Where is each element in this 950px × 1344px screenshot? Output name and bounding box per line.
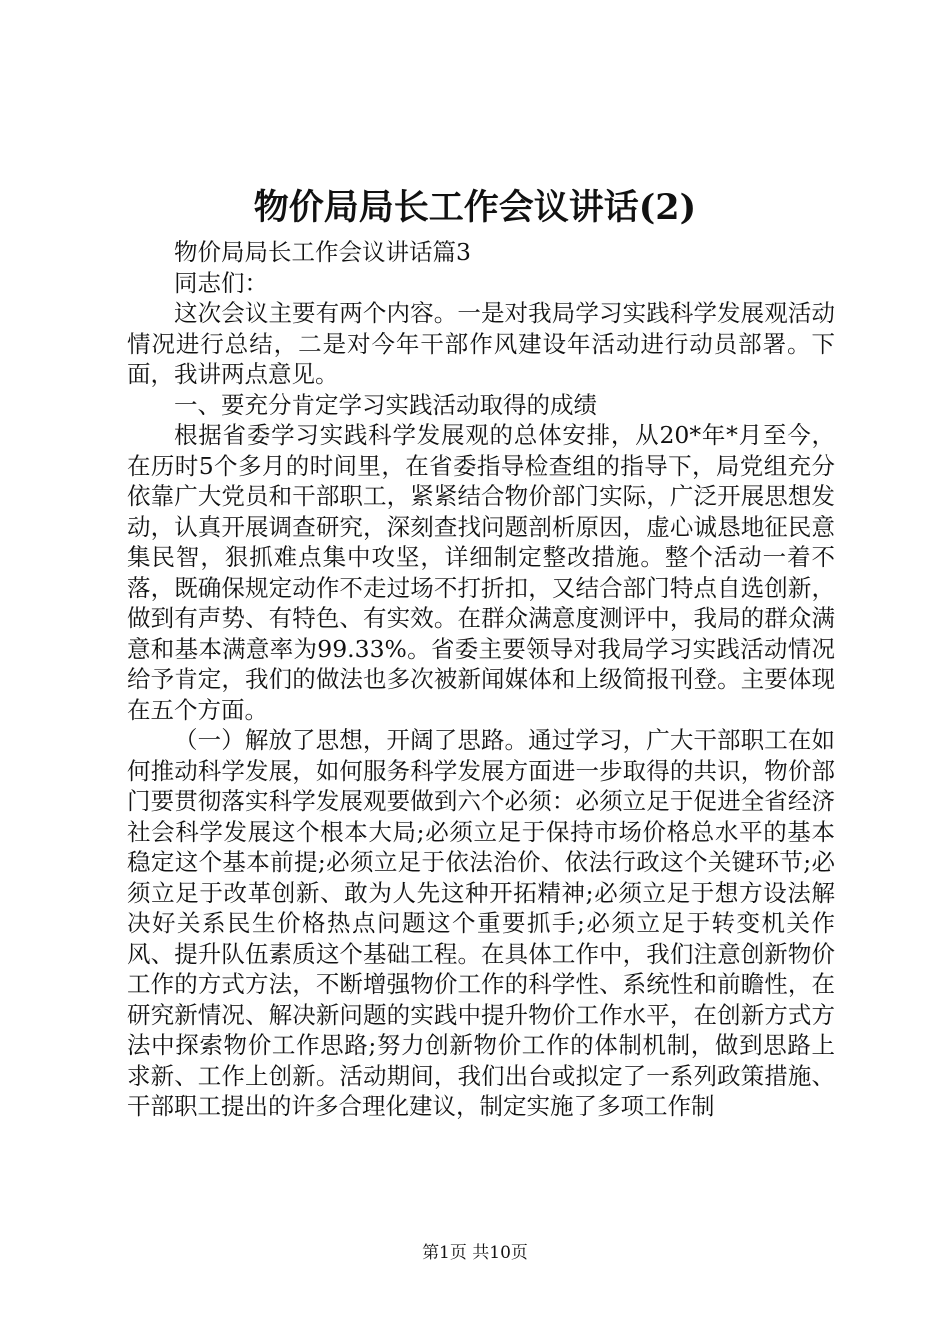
section-heading: 一、要充分肯定学习实践活动取得的成绩: [174, 390, 597, 419]
body-paragraph: 根据省委学习实践科学发展观的总体安排，从20*年*月至今，在历时5个多月的时间里，在省委指导检查组的指导下，局党组充分依靠广大党员和干部职工，紧紧结合物价部门实际，广泛开展思想发动，认真开展调查研究，深刻查找问题剖析原因，虚心诚恳地征民意集民智，狠抓难点集中攻坚，详细制定整改措施。整个活动一着不落，既确保规定动作不走过场不打折扣，又结合部门特点自选创新，做到有声势、有特色、有实效。在群众满意度测评中，我局的群众满意和基本满意率为99.33%。省委主要领导对我局学习实践活动情况给予肯定，我们的做法也多次被新闻媒体和上级简报刊登。主要体现在五个方面。: [127, 421, 835, 724]
subtitle-paragraph: 物价局局长工作会议讲话篇3: [174, 238, 471, 266]
salutation-paragraph: 同志们：: [174, 268, 268, 297]
document-body: [127, 237, 835, 1122]
document-title: 物价局局长工作会议讲话(2): [253, 187, 697, 228]
intro-paragraph: 这次会议主要有两个内容。一是对我局学习实践科学发展观活动情况进行总结，二是对今年干部作风建设年活动进行动员部署。下面，我讲两点意见。: [127, 299, 835, 388]
body-paragraph: （一）解放了思想，开阔了思路。通过学习，广大干部职工在如何推动科学发展，如何服务科学发展方面进一步取得的共识，物价部门要贯彻落实科学发展观要做到六个必须：必须立足于促进全省经济社会科学发展这个根本大局;必须立足于保持市场价格总水平的基本稳定这个基本前提;必须立足于依法治价、依法行政这个关键环节;必须立足于改革创新、敢为人先这种开拓精神;必须立足于想方设法解决好关系民生价格热点问题这个重要抓手;必须立足于转变机关作风、提升队伍素质这个基础工程。在具体工作中，我们注意创新物价工作的方式方法，不断增强物价工作的科学性、系统性和前瞻性，在研究新情况、解决新问题的实践中提升物价工作水平，在创新方式方法中探索物价工作思路;努力创新物价工作的体制机制，做到思路上求新、工作上创新。活动期间，我们出台或拟定了一系列政策措施、干部职工提出的许多合理化建议，制定实施了多项工作制: [127, 726, 835, 1120]
page-footer: 第1页 共10页: [422, 1243, 528, 1263]
